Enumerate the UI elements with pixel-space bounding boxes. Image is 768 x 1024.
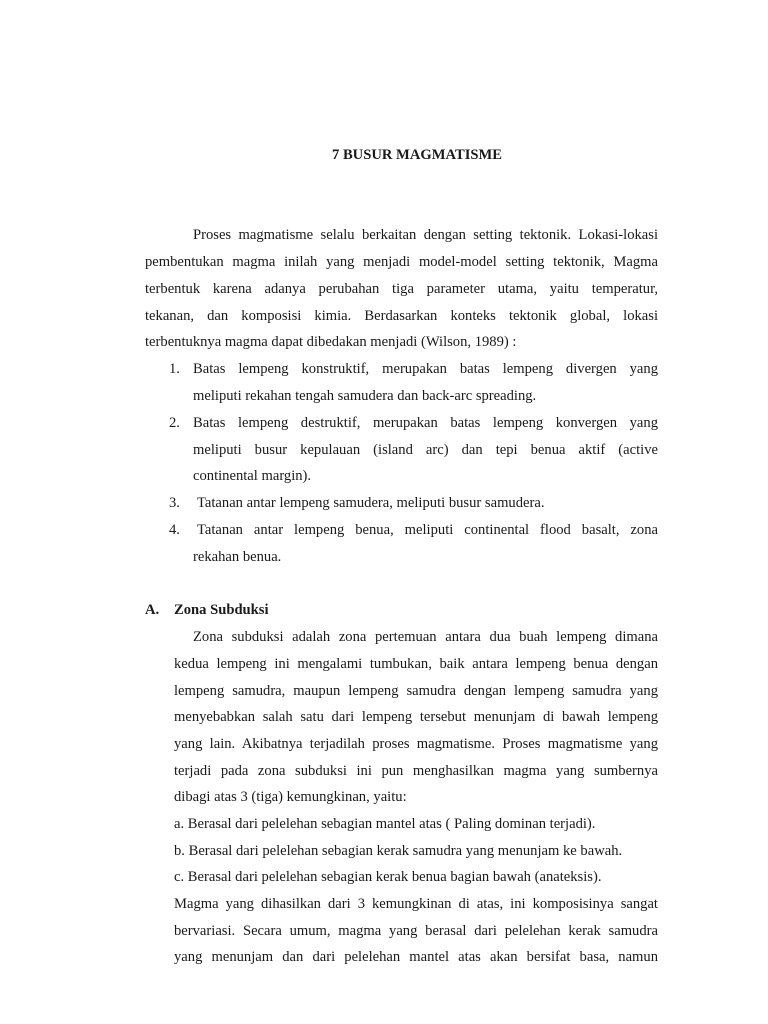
- section-line: a. Berasal dari pelelehan sebagian mantel atas ( Paling dominan terjadi).: [174, 816, 596, 832]
- section-line: bervariasi. Secara umum, magma yang berasal dari pelelehan kerak samudra: [174, 923, 658, 939]
- list-number: 2.: [169, 415, 180, 431]
- section-label: A.: [145, 602, 160, 618]
- intro-line: terbentuknya magma dapat dibedakan menjadi (Wilson, 1989) :: [145, 334, 517, 350]
- list-item-line: Batas lempeng konstruktif, merupakan batas lempeng divergen yang: [193, 361, 658, 377]
- section-line: dibagi atas 3 (tiga) kemungkinan, yaitu:: [174, 789, 407, 805]
- section-line: b. Berasal dari pelelehan sebagian kerak samudra yang menunjam ke bawah.: [174, 843, 623, 859]
- section-line: yang lain. Akibatnya terjadilah proses magmatisme. Proses magmatisme yang: [174, 736, 658, 752]
- section-line: Zona subduksi adalah zona pertemuan antara dua buah lempeng dimana: [193, 629, 658, 645]
- section-line: kedua lempeng ini mengalami tumbukan, baik antara lempeng benua dengan: [174, 656, 658, 672]
- list-item-line: meliputi busur kepulauan (island arc) dan tepi benua aktif (active: [193, 442, 658, 458]
- intro-line: Proses magmatisme selalu berkaitan dengan setting tektonik. Lokasi-lokasi: [193, 227, 658, 243]
- section-line: lempeng samudra, maupun lempeng samudra dengan lempeng samudra yang: [174, 683, 658, 699]
- intro-line: tekanan, dan komposisi kimia. Berdasarkan konteks tektonik global, lokasi: [145, 308, 658, 324]
- list-number: 4.: [169, 522, 180, 538]
- section-line: menyebabkan salah satu dari lempeng tersebut menunjam di bawah lempeng: [174, 709, 658, 725]
- list-item-line: meliputi rekahan tengah samudera dan back-arc spreading.: [193, 388, 537, 404]
- list-item-line: Tatanan antar lempeng benua, meliputi continental flood basalt, zona: [197, 522, 658, 538]
- section-line: terjadi pada zona subduksi ini pun menghasilkan magma yang sumbernya: [174, 763, 658, 779]
- section-line: Magma yang dihasilkan dari 3 kemungkinan di atas, ini komposisinya sangat: [174, 896, 658, 912]
- list-item-line: Tatanan antar lempeng samudera, meliputi busur samudera.: [197, 495, 545, 511]
- section-heading: Zona Subduksi: [174, 602, 269, 618]
- list-item-line: Batas lempeng destruktif, merupakan batas lempeng konvergen yang: [193, 415, 658, 431]
- page-title: 7 BUSUR MAGMATISME: [332, 147, 502, 163]
- list-item-line: continental margin).: [193, 468, 312, 484]
- intro-line: terbentuk karena adanya perubahan tiga parameter utama, yaitu temperatur,: [145, 281, 658, 297]
- list-number: 1.: [169, 361, 180, 377]
- list-number: 3.: [169, 495, 180, 511]
- section-line: yang menunjam dan dari pelelehan mantel atas akan bersifat basa, namun: [174, 949, 658, 965]
- intro-line: pembentukan magma inilah yang menjadi model-model setting tektonik, Magma: [145, 254, 658, 270]
- list-item-line: rekahan benua.: [193, 549, 282, 565]
- section-line: c. Berasal dari pelelehan sebagian kerak benua bagian bawah (anateksis).: [174, 869, 602, 885]
